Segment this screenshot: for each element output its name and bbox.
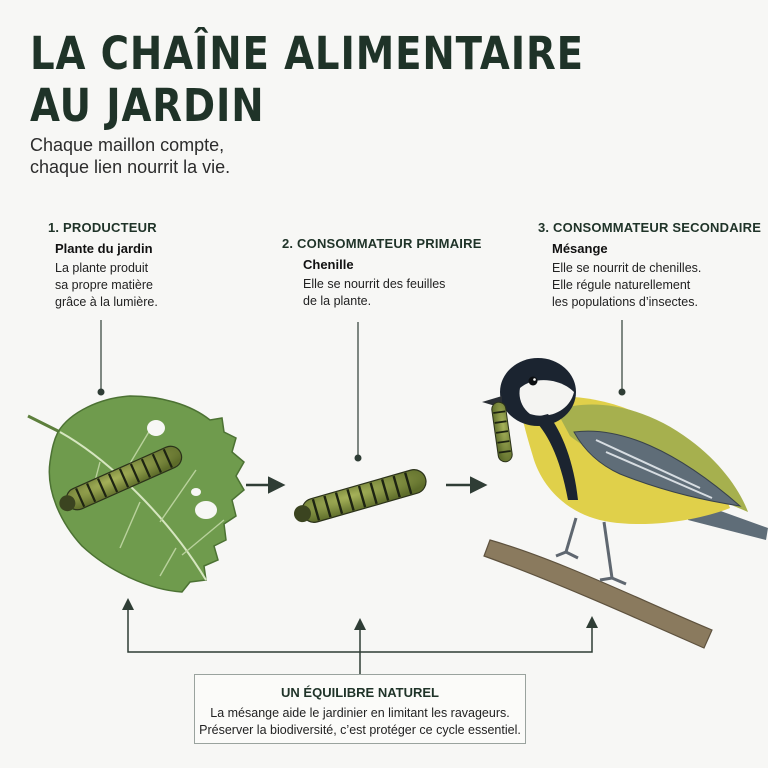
description-line: Elle se nourrit des feuilles [303,277,446,291]
subtitle-line-1: Chaque maillon compte, [30,135,225,155]
natural-balance-box [194,674,526,744]
step-primary-number: 2. CONSOMMATEUR PRIMAIRE [282,236,482,251]
step-producer-number: 1. PRODUCTEUR [48,220,157,235]
step-primary-name: Chenille [303,257,354,272]
natural-balance-title: UN ÉQUILIBRE NATUREL [281,685,439,700]
natural-balance-text [195,705,525,739]
title-line-2: AU JARDIN [30,79,265,132]
step-secondary-name: Mésange [552,241,608,256]
feedback-arrowheads [122,598,598,630]
step-secondary-number: 3. CONSOMMATEUR SECONDAIRE [538,220,762,235]
callout-secondary [619,320,626,396]
balance-line: Préserver la biodiversité, c’est protéger ce cycle essentiel. [199,723,521,737]
step-producer-name: Plante du jardin [55,241,153,256]
description-line: sa propre matière [55,278,153,292]
branch-illustration [484,540,712,648]
description-line: les populations d’insectes. [552,295,698,309]
description-line: grâce à la lumière. [55,295,158,309]
description-line: Elle se nourrit de chenilles. [552,261,702,275]
callout-producer [98,320,105,396]
feedback-loop [128,602,592,674]
subtitle-line-2: chaque lien nourrit la vie. [30,157,231,177]
description-line: Elle régule naturellement [552,278,691,292]
description-line: de la plante. [303,294,372,308]
balance-line: La mésange aide le jardinier en limitant les ravageurs. [210,706,510,720]
description-line: La plante produit [55,261,149,275]
caterpillar-illustration [291,467,429,528]
title-line-1: LA CHAÎNE ALIMENTAIRE [30,27,584,80]
callout-primary [355,322,362,462]
leaf-illustration [28,396,244,592]
